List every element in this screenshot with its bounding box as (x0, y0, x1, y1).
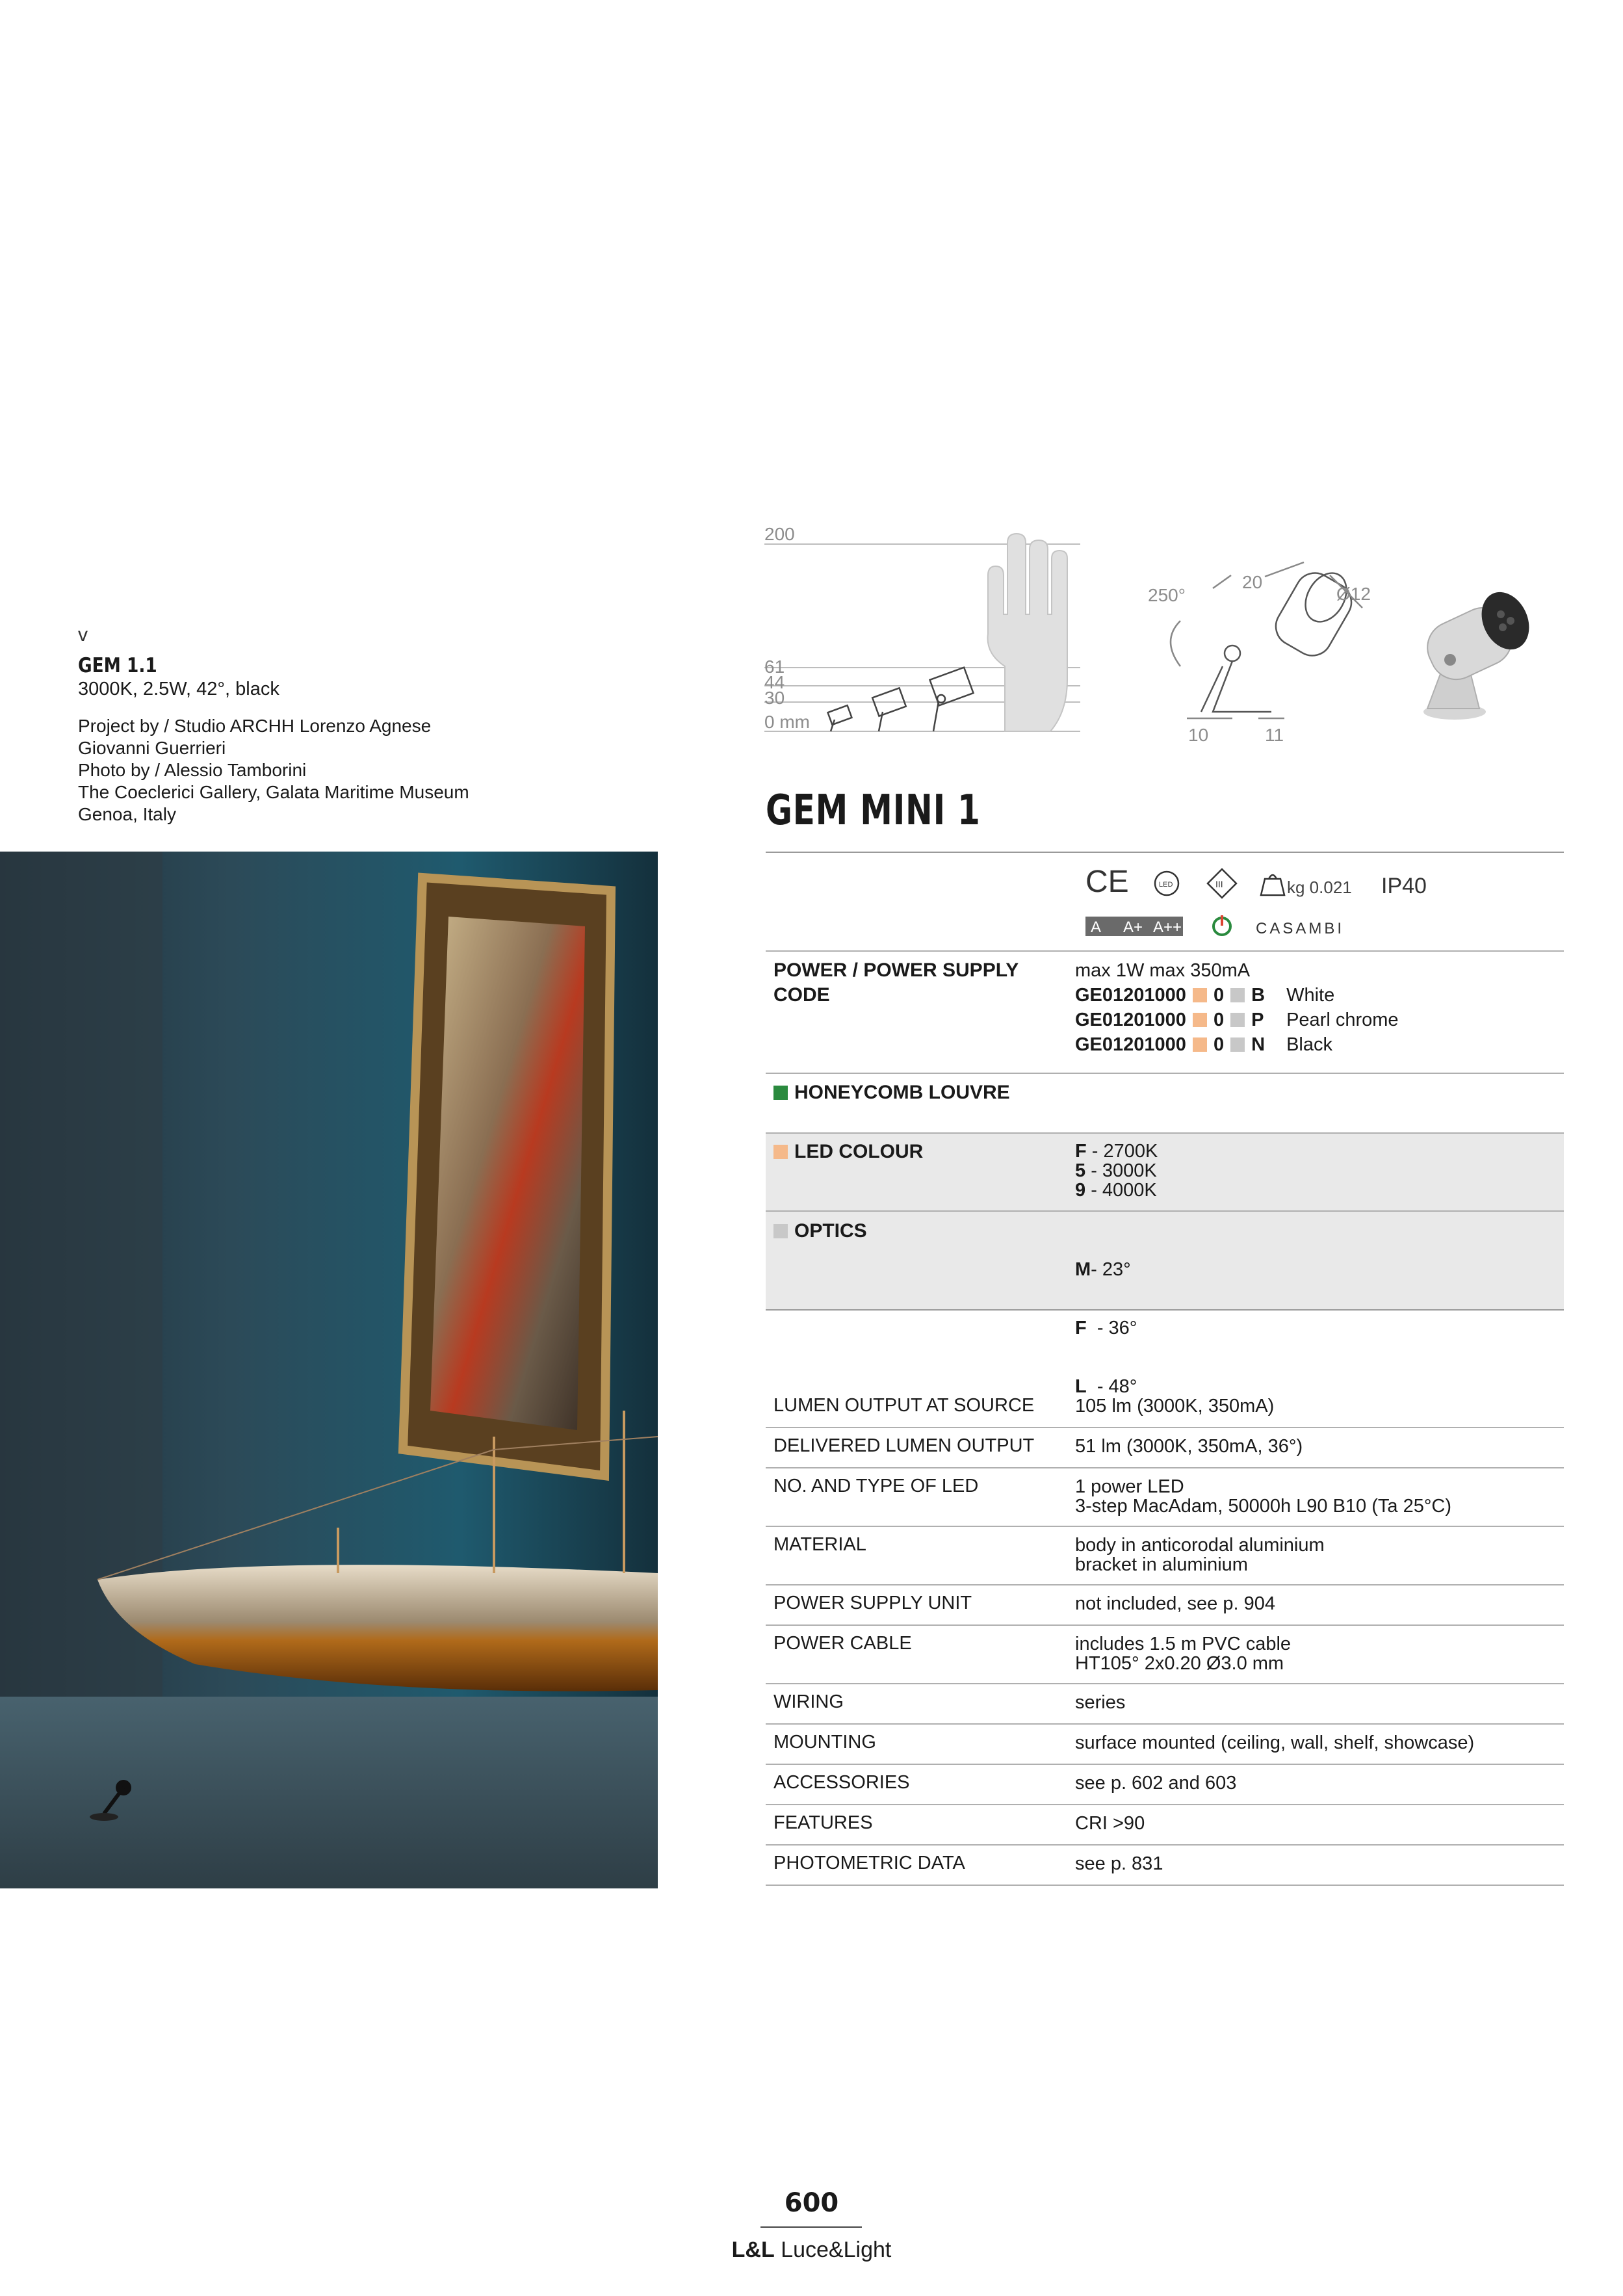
spec-value: surface mounted (ceiling, wall, shelf, showcase) (1075, 1732, 1475, 1753)
angle-label: 250° (1148, 585, 1186, 605)
product-render (1419, 584, 1538, 720)
honeycomb-row: HONEYCOMB LOUVRE (773, 1082, 1010, 1104)
ip-rating: IP40 (1381, 874, 1427, 898)
spec-label: LUMEN OUTPUT AT SOURCE (773, 1395, 1035, 1416)
spec-label: MATERIAL (773, 1534, 866, 1555)
spec-label: WIRING (773, 1691, 844, 1712)
code-row: GE01201000 0 N Black (1075, 1034, 1332, 1055)
led-colour-options: F - 2700K 5 - 3000K 9 - 4000K (1075, 1141, 1158, 1201)
spec-label: POWER CABLE (773, 1633, 912, 1654)
table-row-divider (766, 1844, 1564, 1846)
title-divider (766, 852, 1564, 853)
power-spec: max 1W max 350mA (1075, 960, 1251, 981)
optics-options: M- 23° F - 36° L - 48° (1075, 1259, 1137, 1397)
spec-value: body in anticorodal aluminium bracket in aluminium (1075, 1535, 1325, 1575)
divider (766, 1210, 1564, 1212)
credit-line: Genoa, Italy (78, 804, 176, 824)
casambi-logo: CASAMBI (1256, 920, 1345, 937)
table-row-divider (766, 1624, 1564, 1626)
spec-label: ACCESSORIES (773, 1772, 910, 1793)
table-row-divider (766, 1427, 1564, 1428)
divider (766, 1309, 1564, 1311)
power-values (1075, 958, 1399, 1057)
divider (766, 1073, 1564, 1074)
scale-label-30: 30 (764, 688, 785, 708)
dim-base-left: 10 (1188, 725, 1209, 745)
credit-line: Project by / Studio ARCHH Lorenzo Agnese (78, 716, 432, 736)
table-row-divider (766, 1723, 1564, 1725)
spec-value: includes 1.5 m PVC cable HT105° 2x0.20 Ø3.0 mm (1075, 1634, 1292, 1674)
spec-label: DELIVERED LUMEN OUTPUT (773, 1435, 1035, 1456)
spec-label: PHOTOMETRIC DATA (773, 1853, 965, 1873)
divider (766, 1132, 1564, 1134)
code-label: CODE (773, 984, 830, 1006)
energy-a: A (1091, 919, 1102, 936)
caption-title: GEM 1.1 (78, 654, 157, 677)
dimension-diagram (764, 517, 1583, 751)
diameter-label: Ø12 (1336, 584, 1371, 604)
energy-a-plus: A+ (1123, 919, 1143, 936)
energy-a-plus-plus: A++ (1153, 919, 1182, 936)
table-row-divider (766, 1467, 1564, 1468)
scale-label-44: 44 (764, 672, 785, 692)
led-colour-square-icon (1193, 1037, 1207, 1052)
table-row-divider (766, 1885, 1564, 1886)
table-row-divider (766, 1584, 1564, 1585)
led-colour-square-icon (773, 1145, 788, 1159)
energy-class-icon (1085, 917, 1183, 936)
spec-value: 51 lm (3000K, 350mA, 36°) (1075, 1436, 1303, 1457)
spec-value: 1 power LED 3-step MacAdam, 50000h L90 B10 (Ta 25°C) (1075, 1476, 1452, 1517)
table-row-divider (766, 1764, 1564, 1765)
optics-square-icon (1230, 988, 1245, 1002)
optics-band (766, 1212, 1564, 1309)
svg-text:LED: LED (1159, 881, 1173, 889)
spec-label: POWER SUPPLY UNIT (773, 1593, 972, 1613)
optics-square-icon (1230, 1037, 1245, 1052)
spec-value: not included, see p. 904 (1075, 1593, 1275, 1614)
svg-text:III: III (1215, 879, 1223, 889)
spec-value: see p. 602 and 603 (1075, 1773, 1237, 1794)
divider (766, 950, 1564, 952)
credit-line: Photo by / Alessio Tamborini (78, 760, 307, 780)
led-colour-row: LED COLOUR (773, 1141, 923, 1163)
project-photo (0, 852, 658, 1888)
led-colour-square-icon (1193, 988, 1207, 1002)
technical-drawing (764, 517, 1583, 751)
weight-label: kg 0.021 (1287, 878, 1352, 897)
dim-top-label: 20 (1242, 572, 1263, 592)
ce-mark-icon: CE (1085, 865, 1129, 899)
caption-marker: v (78, 624, 88, 646)
footer-rule (760, 2226, 862, 2228)
gallery-ship-photo (0, 852, 658, 1888)
spec-value: 105 lm (3000K, 350mA) (1075, 1396, 1275, 1416)
scale-label-200: 200 (764, 524, 795, 544)
honeycomb-square-icon (773, 1086, 788, 1100)
credit-line: The Coeclerici Gallery, Galata Maritime Museum (78, 782, 469, 802)
spec-value: series (1075, 1692, 1126, 1713)
code-row: GE01201000 0 B White (1075, 985, 1335, 1006)
credit-line: Giovanni Guerrieri (78, 738, 226, 758)
led-colour-square-icon (1193, 1013, 1207, 1027)
optics-row: OPTICS (773, 1220, 867, 1242)
caption-subtitle: 3000K, 2.5W, 42°, black (78, 679, 279, 699)
table-row-divider (766, 1526, 1564, 1527)
code-row: GE01201000 0 P Pearl chrome (1075, 1010, 1399, 1030)
table-row-divider (766, 1683, 1564, 1684)
spec-label: NO. AND TYPE OF LED (773, 1476, 979, 1496)
spec-value: see p. 831 (1075, 1853, 1163, 1874)
scale-label-0mm: 0 mm (764, 712, 810, 732)
optics-square-icon (1230, 1013, 1245, 1027)
optics-square-icon (773, 1224, 788, 1238)
spec-label: FEATURES (773, 1812, 873, 1833)
dim-base-right: 11 (1265, 725, 1284, 745)
dimmable-icon (1214, 915, 1230, 935)
caption-credits (78, 715, 469, 826)
certifications (1085, 859, 1566, 937)
product-title: GEM MINI 1 (766, 787, 981, 835)
table-row-divider (766, 1804, 1564, 1805)
page-number: 600 (784, 2188, 839, 2218)
spec-value: CRI >90 (1075, 1813, 1145, 1834)
scale-label-61: 61 (764, 657, 785, 677)
brand-logo: L&L Luce&Light (731, 2237, 892, 2262)
spec-label: MOUNTING (773, 1732, 876, 1753)
weight-icon (1261, 875, 1284, 895)
power-label: POWER / POWER SUPPLY (773, 959, 1019, 981)
